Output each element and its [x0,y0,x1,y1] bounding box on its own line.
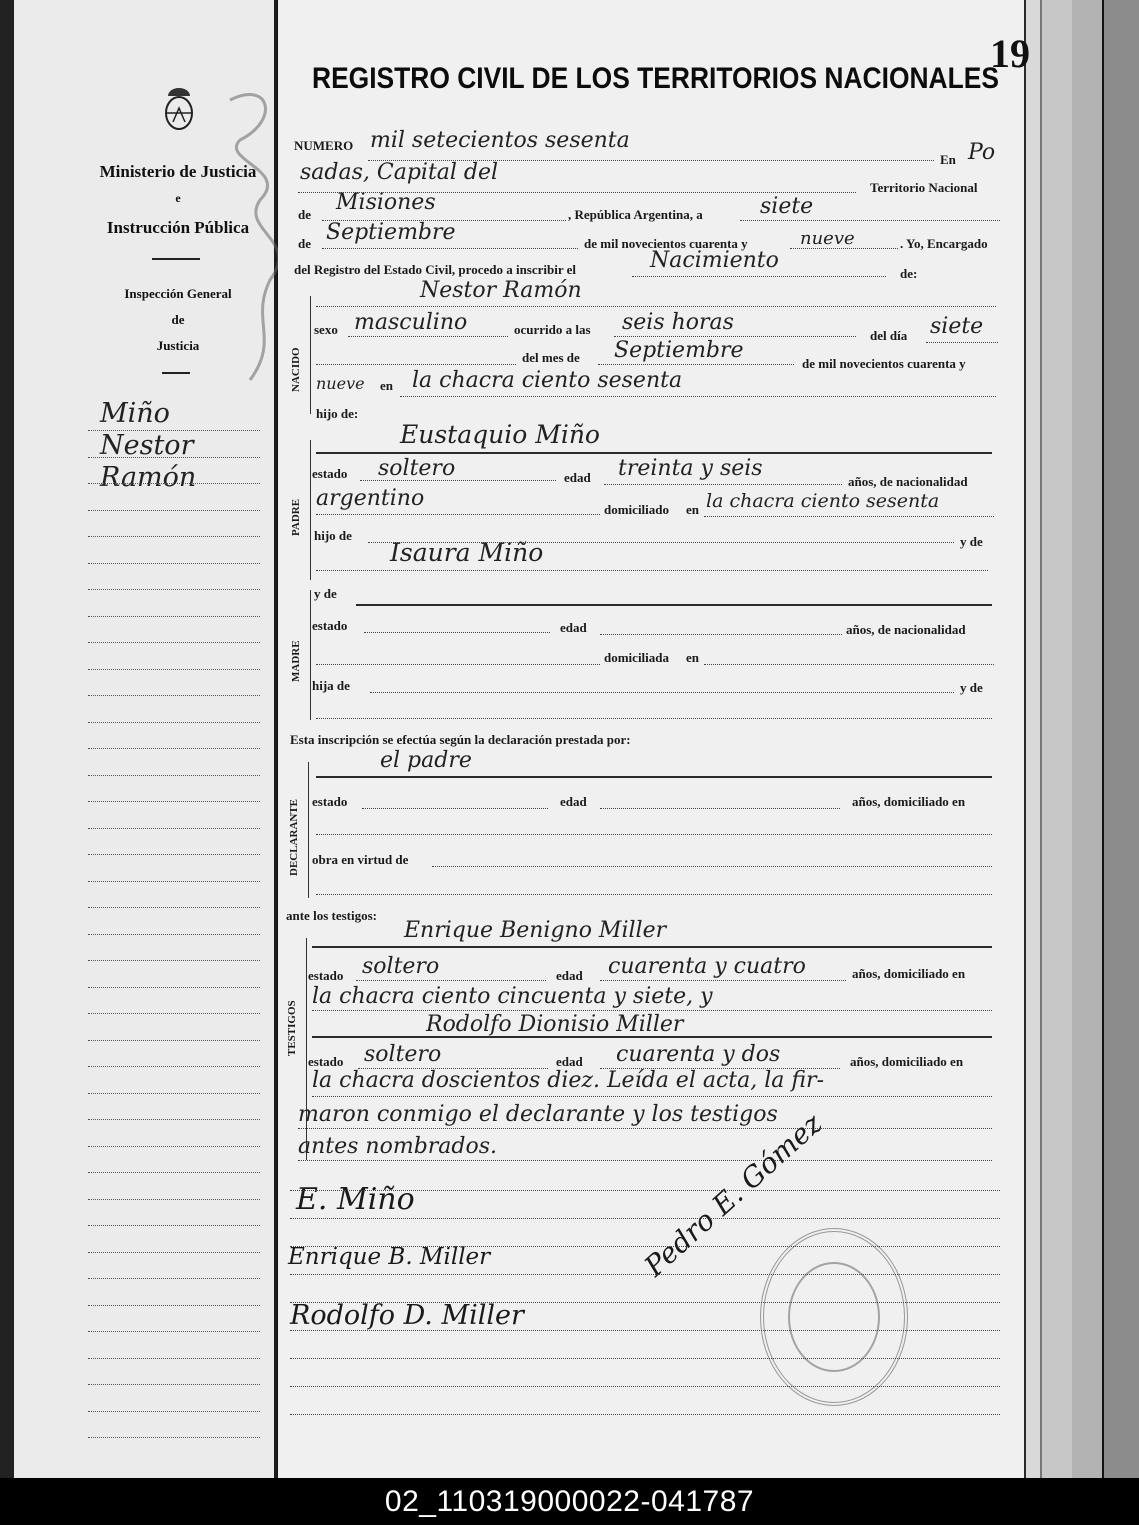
margin-rule [88,1331,260,1332]
declarante-estado-line [362,808,548,809]
ministry-subname: Instrucción Pública [106,218,250,237]
sexo-value: masculino [354,310,468,335]
testigo-2-edad: cuarenta y dos [616,1042,781,1067]
margin-rule [88,536,260,537]
obra-line-2 [316,894,992,895]
yo-label: . Yo, Encargado [900,236,988,251]
seal-inner-ring [788,1262,880,1372]
nacido-lugar-line [400,396,996,397]
margin-rule [88,642,260,643]
margin-rule [88,1437,260,1438]
testigo-1-domicilio-line [312,1010,992,1011]
madre-padres-line [316,718,992,719]
margin-rule [88,1040,260,1041]
margin-first-name: Nestor [100,430,194,461]
declarante-nombre: el padre [380,748,472,773]
mes-lead-line [316,364,516,365]
signature-rule [290,1218,1000,1219]
official-seal-stamp [760,1228,908,1406]
mes-label: del mes de [522,350,580,365]
declarante-brace [308,762,309,898]
page-number: 19 [990,31,1030,76]
declarante-edad-label: edad [560,794,587,809]
madre-nombre-line [356,604,992,606]
margin-rule [88,907,260,908]
sexo-line [348,336,508,337]
testigo-1-edad-line [600,980,846,981]
madre-nacionalidad-label: años, de nacionalidad [846,622,966,637]
numero-value: mil setecientos sesenta [370,128,630,153]
de-label-1: de [298,207,311,222]
testigo-1-domicilio-label: años, domiciliado en [852,966,966,981]
republica-label: , República Argentina, a [568,207,703,222]
nacido-anio-label: de mil novecientos cuarenta y [802,356,966,371]
margin-rule [88,616,260,617]
file-id-caption: 02_110319000022-041787 [0,1478,1139,1525]
margin-rule [88,1252,260,1253]
registro-label: del Registro del Estado Civil, procedo a inscribir el [294,262,577,277]
madre-edad-line [600,634,842,635]
madre-y-de-label: y de [314,586,337,601]
ministry-conjunction: e [175,191,181,205]
hora-value: seis horas [622,310,734,335]
padre-nombre-line [316,452,992,454]
testigo-1-edad-label: edad [556,968,583,983]
en-value-2: sadas, Capital del [300,160,499,185]
numero-label: NUMERO [294,138,354,153]
testigo-2-edad-label: edad [556,1054,583,1069]
margin-rule [88,1066,260,1067]
signature-encargado: Pedro E. Gómez [637,1106,829,1283]
nacido-brace [310,296,311,414]
signature-rule [290,1330,1000,1331]
declarante-estado-label: estado [312,794,348,809]
margin-rule [88,801,260,802]
inspection-line-1: Inspección General [124,286,232,301]
madre-domicilio-label: domiciliada [604,650,670,665]
nacido-nombre: Nestor Ramón [420,278,582,303]
margin-rule [88,430,260,431]
margin-rule [88,1093,260,1094]
padre-hijo-label: hijo de [314,528,352,543]
testigo-2-domicilio-line [312,1096,992,1097]
page-edge [1072,0,1102,1478]
dia-label: del día [870,328,908,343]
en-value-1: Po [968,140,996,165]
madre-nacionalidad-line [316,664,600,665]
margin-rule [88,828,260,829]
hora-line [614,336,856,337]
madre-estado-label: estado [312,618,348,633]
inspection-line-3: Justicia [156,338,200,353]
signature-testigo-1: Enrique B. Miller [288,1244,491,1270]
madre-estado-line [364,632,550,633]
margin-rule [88,1146,260,1147]
padre-nombre: Eustaquio Miño [400,420,600,449]
padre-padres-line [316,570,988,571]
padre-section-label: PADRE [290,498,302,536]
padre-edad-label: edad [564,470,591,485]
dia-value: siete [760,194,814,219]
testigo-1-estado-line [356,980,546,981]
territorio-value: Misiones [336,190,436,215]
margin-rule [88,1119,260,1120]
declarante-nombre-line [316,776,992,778]
testigo-2-nombre-line [312,1036,992,1038]
testigo-2-domicilio-label: años, domiciliado en [850,1054,964,1069]
nacido-en-label: en [380,378,393,393]
registry-title: REGISTRO CIVIL DE LOS TERRITORIOS NACIONALES [312,62,999,95]
coat-of-arms-icon [162,86,196,132]
madre-brace [310,590,311,720]
ministry-divider [152,258,200,260]
testigo-2-nombre: Rodolfo Dionisio Miller [426,1012,684,1037]
signature-rule [290,1274,1000,1275]
madre-en-label: en [686,650,699,665]
margin-rule [88,1172,260,1173]
anio-label: de mil novecientos cuarenta y [584,236,748,251]
margin-rule [88,589,260,590]
madre-hija-label: hija de [312,678,350,693]
inspection-line-2: de [171,312,185,327]
testigo-2-estado: soltero [364,1042,442,1067]
mes-line [322,248,578,249]
padre-domicilio-label: domiciliado [604,502,670,517]
en-label: En [940,152,956,167]
testigos-label: ante los testigos: [286,908,377,923]
dia-line [740,220,1000,221]
nacido-dia-line [926,342,998,343]
padre-y-de-label: y de [960,534,983,549]
margin-rule [88,987,260,988]
margin-rule [88,695,260,696]
acto-line [632,276,886,277]
nacido-anio-value: nueve [316,374,365,393]
margin-rule [88,457,260,458]
declaracion-label: Esta inscripción se efectúa según la declaración prestada por: [290,732,631,747]
padre-brace [310,440,311,580]
margin-rule [88,1384,260,1385]
page-edge [1104,0,1139,1478]
testigo-2-estado-label: estado [308,1054,344,1069]
de-label-2: de [298,236,311,251]
padre-nacionalidad-line [316,514,600,515]
margin-rule [88,1199,260,1200]
signature-rule [290,1190,1000,1191]
margin-rule [88,669,260,670]
madre-section-label: MADRE [290,640,302,682]
padre-estado-line [360,480,556,481]
testigo-1-nombre-line [312,946,992,948]
madre-edad-label: edad [560,620,587,635]
testigo-1-nombre: Enrique Benigno Miller [404,918,667,943]
padre-estado: soltero [378,456,456,481]
padre-edad-line [604,484,842,485]
margin-rule [88,1225,260,1226]
declarante-domicilio-label: años, domiciliado en [852,794,966,809]
margin-rule [88,748,260,749]
padre-nacionalidad: argentino [316,486,425,511]
cierre-line-2: antes nombrados. [298,1134,498,1159]
signature-rule [290,1358,1000,1359]
obra-line [432,866,992,867]
testigo-2-domicilio: la chacra doscientos diez. Leída el acta, la fir- [312,1068,825,1093]
margin-rule [88,960,260,961]
margin-rule [88,934,260,935]
cierre-line-1: maron conmigo el declarante y los testigos [298,1102,778,1127]
testigo-1-estado: soltero [362,954,440,979]
sexo-label: sexo [314,322,338,337]
de-label-3: de: [900,266,918,281]
madre-y-de-label-2: y de [960,680,983,695]
ocurrido-label: ocurrido a las [514,322,591,337]
signature-rule [290,1414,1000,1415]
margin-second-name: Ramón [100,462,197,493]
anio-value: nueve [800,228,855,249]
madre-hija-line [370,692,954,693]
signature-rule [290,1302,1000,1303]
nacido-dia-value: siete [930,314,984,339]
hijo-label: hijo de: [316,406,359,421]
nacido-lugar: la chacra ciento sesenta [412,368,683,393]
declarante-section-label: DECLARANTE [288,798,300,876]
margin-rule [88,881,260,882]
nacido-section-label: NACIDO [290,347,302,392]
madre-domicilio-line [704,664,994,665]
page-edge [1040,0,1072,1478]
margin-surname: Miño [100,398,170,429]
testigo-1-edad: cuarenta y cuatro [608,954,806,979]
cierre-line-2-rule [298,1160,992,1161]
padre-nacionalidad-label: años, de nacionalidad [848,474,968,489]
margin-rule [88,722,260,723]
obra-label: obra en virtud de [312,852,409,867]
declarante-edad-line [600,808,840,809]
margin-rule [88,1305,260,1306]
nacido-mes-line [598,364,794,365]
padre-estado-label: estado [312,466,348,481]
nacido-mes-value: Septiembre [614,338,744,363]
margin-rule [88,854,260,855]
testigos-section-label: TESTIGOS [286,1000,298,1056]
margin-rule [88,1358,260,1359]
testigo-1-domicilio: la chacra ciento cincuenta y siete, y [312,984,713,1009]
declarante-domicilio-line [316,834,992,835]
margin-rule [88,510,260,511]
cierre-line-1-rule [298,1128,992,1129]
signature-declarante: E. Miño [296,1182,415,1217]
page-edge [1024,0,1040,1478]
padre-domicilio: la chacra ciento sesenta [706,490,940,512]
territorio-label: Territorio Nacional [870,180,978,195]
signature-testigo-2: Rodolfo D. Miller [290,1300,524,1331]
signature-rule [290,1246,1000,1247]
padre-en-label: en [686,502,699,517]
acto-value: Nacimiento [650,248,779,273]
nacido-nombre-line [316,306,996,307]
anio-line [790,248,898,249]
inspection-divider [162,372,190,374]
margin-rule [88,1013,260,1014]
testigo-1-estado-label: estado [308,968,344,983]
margin-rule [88,1411,260,1412]
padre-padres: Isaura Miño [390,538,544,567]
ministry-name: Ministerio de Justicia [99,162,257,181]
margin-rule [88,775,260,776]
signature-rule [290,1386,1000,1387]
margin-rule [88,563,260,564]
margin-rule [88,483,260,484]
binding-strip [0,0,14,1478]
margin-rule [88,1278,260,1279]
padre-edad: treinta y seis [618,456,763,481]
mes-value: Septiembre [326,220,456,245]
padre-domicilio-line [704,516,994,517]
